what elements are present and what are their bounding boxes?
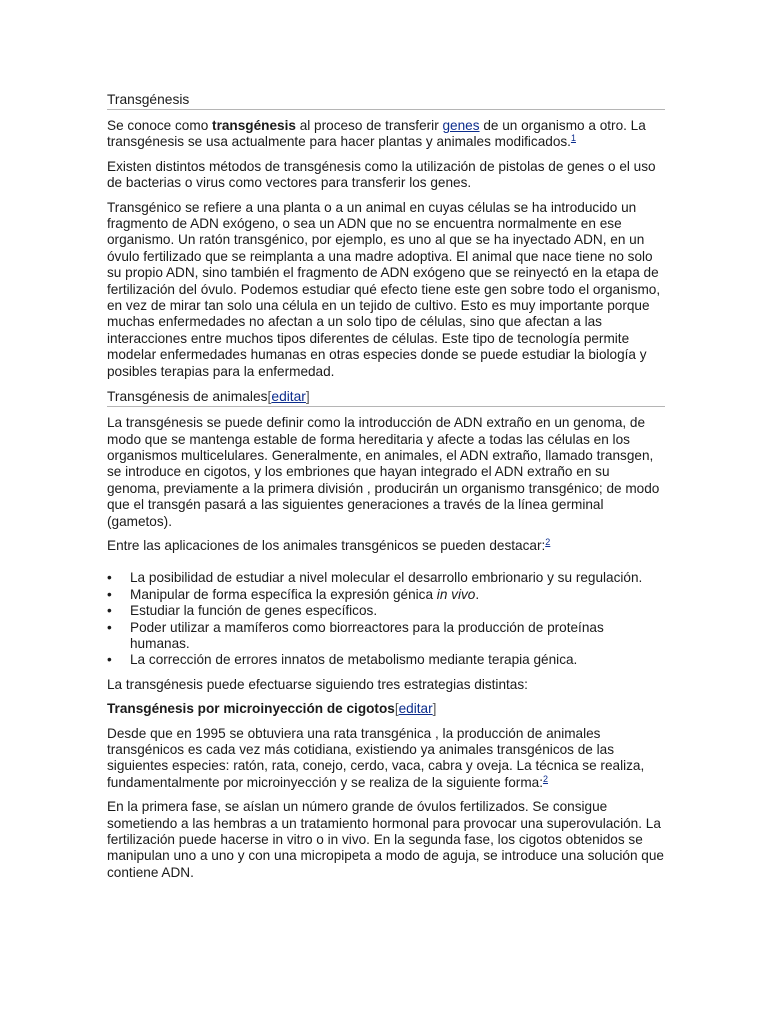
list-item-end: . — [475, 586, 480, 602]
edit-wrap — [395, 701, 437, 716]
list-item-text: La corrección de errores innatos de metabolismo mediante terapia génica. — [130, 652, 578, 668]
list-item-text: Manipular de forma específica la expresión génica — [130, 586, 437, 602]
bullet-icon: • — [107, 603, 112, 619]
bullet-icon: • — [107, 652, 112, 668]
list-item-italic: in vivo — [436, 586, 476, 602]
section-heading-animales-text: Transgénesis de animales — [107, 389, 268, 405]
bullet-icon: • — [107, 619, 112, 635]
bullet-icon: • — [107, 570, 112, 586]
intro-text-end: de un organismo a otro. La transgénesis se usa actualmente para hacer plantas y animales modificados. — [107, 118, 646, 150]
applications-list — [107, 562, 665, 668]
intro-text-start: Se conoce como — [107, 118, 213, 133]
section-heading-animales — [107, 388, 665, 407]
reference-1-link[interactable]: 1 — [570, 133, 576, 144]
list-item-text: La posibilidad de estudiar a nivel molecular el desarrollo embrionario y su regulación. — [130, 570, 643, 586]
history-paragraph — [107, 726, 665, 792]
list-item — [107, 652, 665, 668]
first-phase-paragraph: En la primera fase, se aíslan un número grande de óvulos fertilizados. Se consigue sometiendo a las hembras a un tratamiento hormonal para provocar una superovulación. La fertilización puede hacerse in vitro o in vivo. En la segunda fase, los cigotos obtenidos se manipulan uno a uno y con una micropipeta a modo de aguja, se introduce una solución que contiene ADN. — [107, 799, 664, 880]
reference-2 — [545, 537, 550, 547]
transgenic-definition-paragraph: Transgénico se refiere a una planta o a un animal en cuyas células se ha introducido un fragmento de ADN exógeno, o sea un ADN que no se encuentra normalmente en ese organismo. Un ratón transgénico, por ejemplo, es uno al que se ha inyectado ADN, en un óvulo fertilizado que se reimplanta a una madre adoptiva. El animal que nace tiene no solo su propio ADN, sino también el fragmento de ADN exógeno que se reinyectó en la etapa de fertilización del óvulo. Podemos estudiar qué efecto tiene este gen sobre todo el organismo, en vez de mirar tan solo una célula en un tejido de cultivo. Esto es muy importante porque muchas enfermedades no afectan a un solo tipo de células, sino que afectan a las interacciones entre muchos tipos diferentes de células. Este tipo de tecnología permite modelar enfermedades humanas en otras especies donde se puede estudiar la biología y posibles terapias para la enfermedad. — [107, 199, 661, 379]
article — [107, 91, 665, 889]
reference-2 — [543, 774, 548, 784]
intro-paragraph — [107, 118, 665, 151]
edit-link-microinyeccion[interactable]: editar — [398, 701, 433, 717]
edit-link-animales[interactable]: editar — [271, 389, 306, 405]
term-bold: transgénesis — [212, 118, 296, 133]
list-item — [107, 603, 665, 619]
strategies-paragraph: La transgénesis puede efectuarse siguiendo tres estrategias distintas: — [107, 676, 528, 692]
section-heading-transgenesis: Transgénesis — [107, 91, 665, 110]
list-item — [107, 570, 665, 586]
reference-2-link[interactable]: 2 — [545, 536, 551, 547]
subsection-heading-text: Transgénesis por microinyección de cigotos — [107, 701, 395, 717]
list-item — [107, 587, 665, 603]
list-item-text: Estudiar la función de genes específicos. — [130, 603, 378, 619]
list-item-text: Poder utilizar a mamíferos como biorreactores para la producción de proteínas humanas. — [130, 619, 604, 651]
genes-link[interactable]: genes — [442, 118, 480, 133]
edit-bracket-open: [ — [267, 389, 272, 405]
definition-paragraph: La transgénesis se puede definir como la introducción de ADN extraño en un genoma, de modo que se mantenga estable de forma hereditaria y afecte a todas las células en los organismos multicelulares. Generalmente, en animales, el ADN extraño, llamado transgen, se introduce en cigotos, y los embriones que hayan integrado el ADN extraño en su genoma, previamente a la primera división , producirán un organismo transgénico; de modo que el transgén pasará a las siguientes generaciones a través de la línea germinal (gametos). — [107, 415, 660, 529]
reference-2-link[interactable]: 2 — [542, 773, 548, 784]
bullet-icon: • — [107, 586, 112, 602]
applications-intro-text: Entre las aplicaciones de los animales transgénicos se pueden destacar: — [107, 537, 546, 553]
intro-text-mid: al proceso de transferir — [295, 118, 443, 133]
subsection-heading-microinyeccion — [107, 701, 665, 717]
edit-bracket-close: ] — [432, 701, 437, 717]
list-item — [107, 620, 665, 653]
reference-1 — [571, 133, 576, 143]
history-paragraph-text: Desde que en 1995 se obtuviera una rata transgénica , la producción de animales transgénicos es cada vez más cotidiana, existiendo ya animales transgénicos de las siguientes especies: ratón, rata, conejo, cerdo, vaca, cabra y oveja. La técnica se realiza, fundamentalmente por microinyección y se realiza de la siguiente forma: — [107, 725, 645, 790]
edit-bracket-close: ] — [305, 389, 310, 405]
methods-paragraph: Existen distintos métodos de transgénesis como la utilización de pistolas de genes o el uso de bacterias o virus como vectores para transferir los genes. — [107, 158, 656, 191]
edit-bracket-open: [ — [394, 701, 399, 717]
applications-intro — [107, 538, 665, 554]
